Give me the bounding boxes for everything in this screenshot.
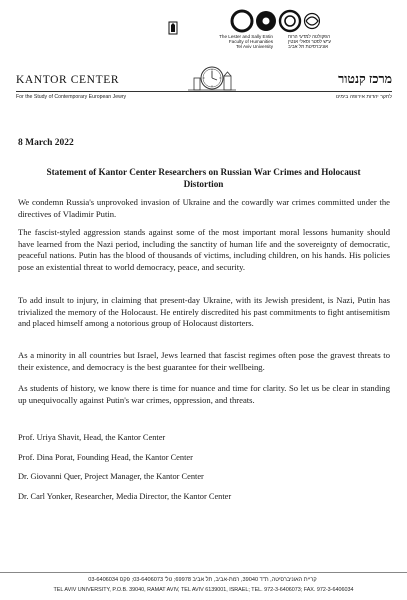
faculty-line: הפקולטה למדעי הרוח [288,34,331,39]
humanities-circles-logo [230,8,320,34]
kantor-center-header [16,64,392,104]
faculty-name-english [148,34,273,50]
footer-address-english: TEL AVIV UNIVERSITY, P.O.B. 39040, RAMAT AVIV, TEL AVIV 6139001, ISRAEL; TEL. 972-3-6406073; FAX. 972-3-6406034 [53,587,354,593]
body-paragraph: The fascist-styled aggression stands against some of the most important moral lessons humanity should have learned from the Nazi period, including the sanctity of human life and the sovereignty of democratic, peaceful nations. Putin has the blood of thousands of victims, including children, on his hands. His policies pose an existential threat to world democracy, peace, and security. [18,227,390,272]
faculty-line: The Lester and Sally Entin [219,34,273,39]
kantor-center-name-en: KANTOR CENTER [16,74,120,86]
kantor-subtitle-en: For the Study of Contemporary European Jewry [16,94,127,100]
body-paragraph: As students of history, we know there is time for nuance and time for clarity. So let us be clear in standing up unequivocally against Putin's war crimes, oppression, and threats. [18,383,390,405]
faculty-line: Tel Aviv University [236,44,273,50]
signatory: Prof. Dina Porat, Founding Head, the Kantor Center [18,452,193,462]
body-paragraph: As a minority in all countries but Israel, Jews learned that fascist regimes often pose the gravest threats to their existence, and democracy is the best guarantee for their wellbeing. [18,350,390,372]
header-divider [16,91,392,92]
faculty-line: ע"ש לסטר וסאלי אנטין [288,39,331,45]
document-date: 8 March 2022 [18,138,74,148]
kantor-clock-logo [186,64,238,100]
kantor-subtitle-he: לחקר יהדות אירופה בימינו [335,94,392,100]
signatory: Dr. Giovanni Quer, Project Manager, the Kantor Center [18,472,204,482]
body-paragraph: To add insult to injury, in claiming that present-day Ukraine, with its Jewish president, is Nazi, Putin has trivialized the memory of the Holocaust. He entirely discredited his past commitments to fight antisemitism and placed himself among a notorious group of Holocaust distorters. [18,295,390,328]
document-title: Statement of Kantor Center Researchers on Russian War Crimes and Holocaust Distortion [46,167,361,189]
signatory: Dr. Carl Yonker, Researcher, Media Director, the Kantor Center [18,491,232,501]
footer-address-hebrew: קריית האוניברסיטה, ת"ד 39040, רמת-אביב, תל אביב 69978; טל' 03-6406073; פקס 03-6406034 [88,577,317,583]
faculty-name-hebrew [288,34,403,50]
signatories-list [18,428,231,506]
faculty-logo [148,8,407,60]
signatory: Prof. Uriya Shavit, Head, the Kantor Center [18,433,166,442]
address-footer [0,572,407,599]
faculty-line: Faculty of Humanities [228,39,273,45]
faculty-line: אוניברסיטת תל אביב [288,44,328,50]
body-paragraph: We condemn Russia's unprovoked invasion of Ukraine and the cowardly war crimes committed under the directives of Vladimir Putin. [18,197,390,219]
kantor-center-name-he: מרכז קנטור [338,72,392,86]
